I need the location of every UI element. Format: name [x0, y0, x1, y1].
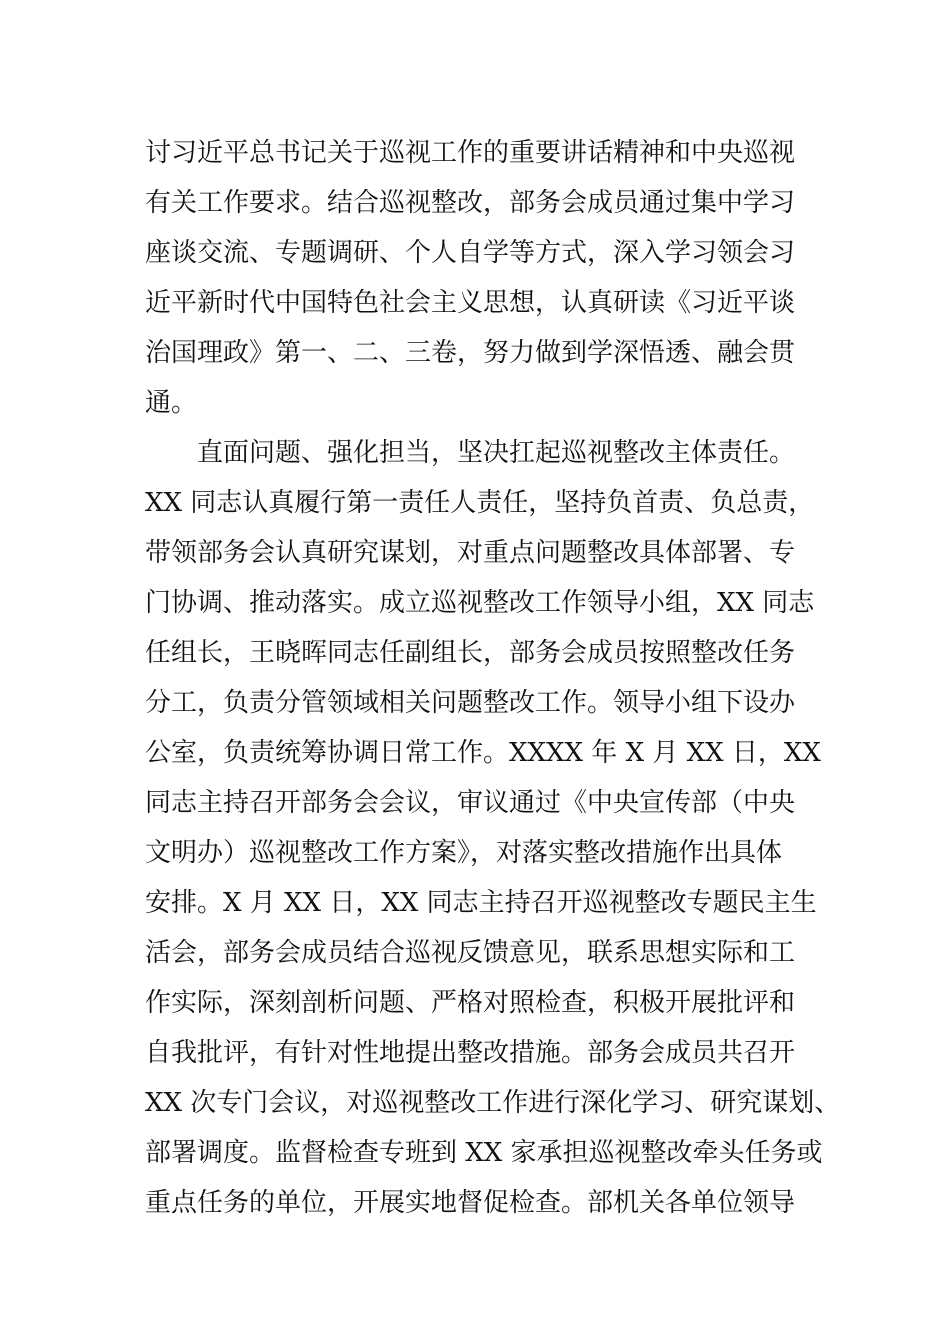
- text-line: 文明办）巡视整改工作方案》，对落实整改措施作出具体: [145, 838, 783, 868]
- document-body: [145, 128, 841, 1228]
- text-line: 门协调、推动落实。成立巡视整改工作领导小组，XX 同志: [145, 588, 815, 618]
- text-line: 重点任务的单位，开展实地督促检查。部机关各单位领导: [145, 1188, 796, 1218]
- text-line: 治国理政》第一、二、三卷，努力做到学深悟透、融会贯: [145, 338, 796, 368]
- text-line: 讨习近平总书记关于巡视工作的重要讲话精神和中央巡视: [145, 138, 796, 168]
- text-line: 同志主持召开部务会会议，审议通过《中央宣传部（中央: [145, 788, 796, 818]
- text-line: 作实际，深刻剖析问题、严格对照检查，积极开展批评和: [145, 988, 796, 1018]
- text-line: XX 次专门会议，对巡视整改工作进行深化学习、研究谋划、: [145, 1088, 841, 1118]
- text-line: 通。: [145, 388, 198, 418]
- text-line: 座谈交流、专题调研、个人自学等方式，深入学习领会习: [145, 238, 796, 268]
- text-line: 分工，负责分管领域相关问题整改工作。领导小组下设办: [145, 688, 796, 718]
- text-line: 有关工作要求。结合巡视整改，部务会成员通过集中学习: [145, 188, 796, 218]
- text-line: 近平新时代中国特色社会主义思想，认真研读《习近平谈: [145, 288, 796, 318]
- text-line: 任组长，王晓晖同志任副组长，部务会成员按照整改任务: [145, 638, 796, 668]
- paragraph-2: [145, 428, 841, 1228]
- text-line: XX 同志认真履行第一责任人责任，坚持负首责、负总责，: [145, 488, 815, 518]
- text-line: 带领部务会认真研究谋划，对重点问题整改具体部署、专: [145, 538, 796, 568]
- text-line: 安排。X 月 XX 日，XX 同志主持召开巡视整改专题民主生: [145, 888, 817, 918]
- text-line: 直面问题、强化担当，坚决扛起巡视整改主体责任。: [197, 438, 796, 468]
- text-line: 部署调度。监督检查专班到 XX 家承担巡视整改牵头任务或: [145, 1138, 823, 1168]
- text-line: 自我批评，有针对性地提出整改措施。部务会成员共召开: [145, 1038, 796, 1068]
- paragraph-1: [145, 128, 825, 428]
- text-line: 公室，负责统筹协调日常工作。XXXX 年 X 月 XX 日，XX: [145, 738, 821, 768]
- text-line: 活会，部务会成员结合巡视反馈意见，联系思想实际和工: [145, 938, 796, 968]
